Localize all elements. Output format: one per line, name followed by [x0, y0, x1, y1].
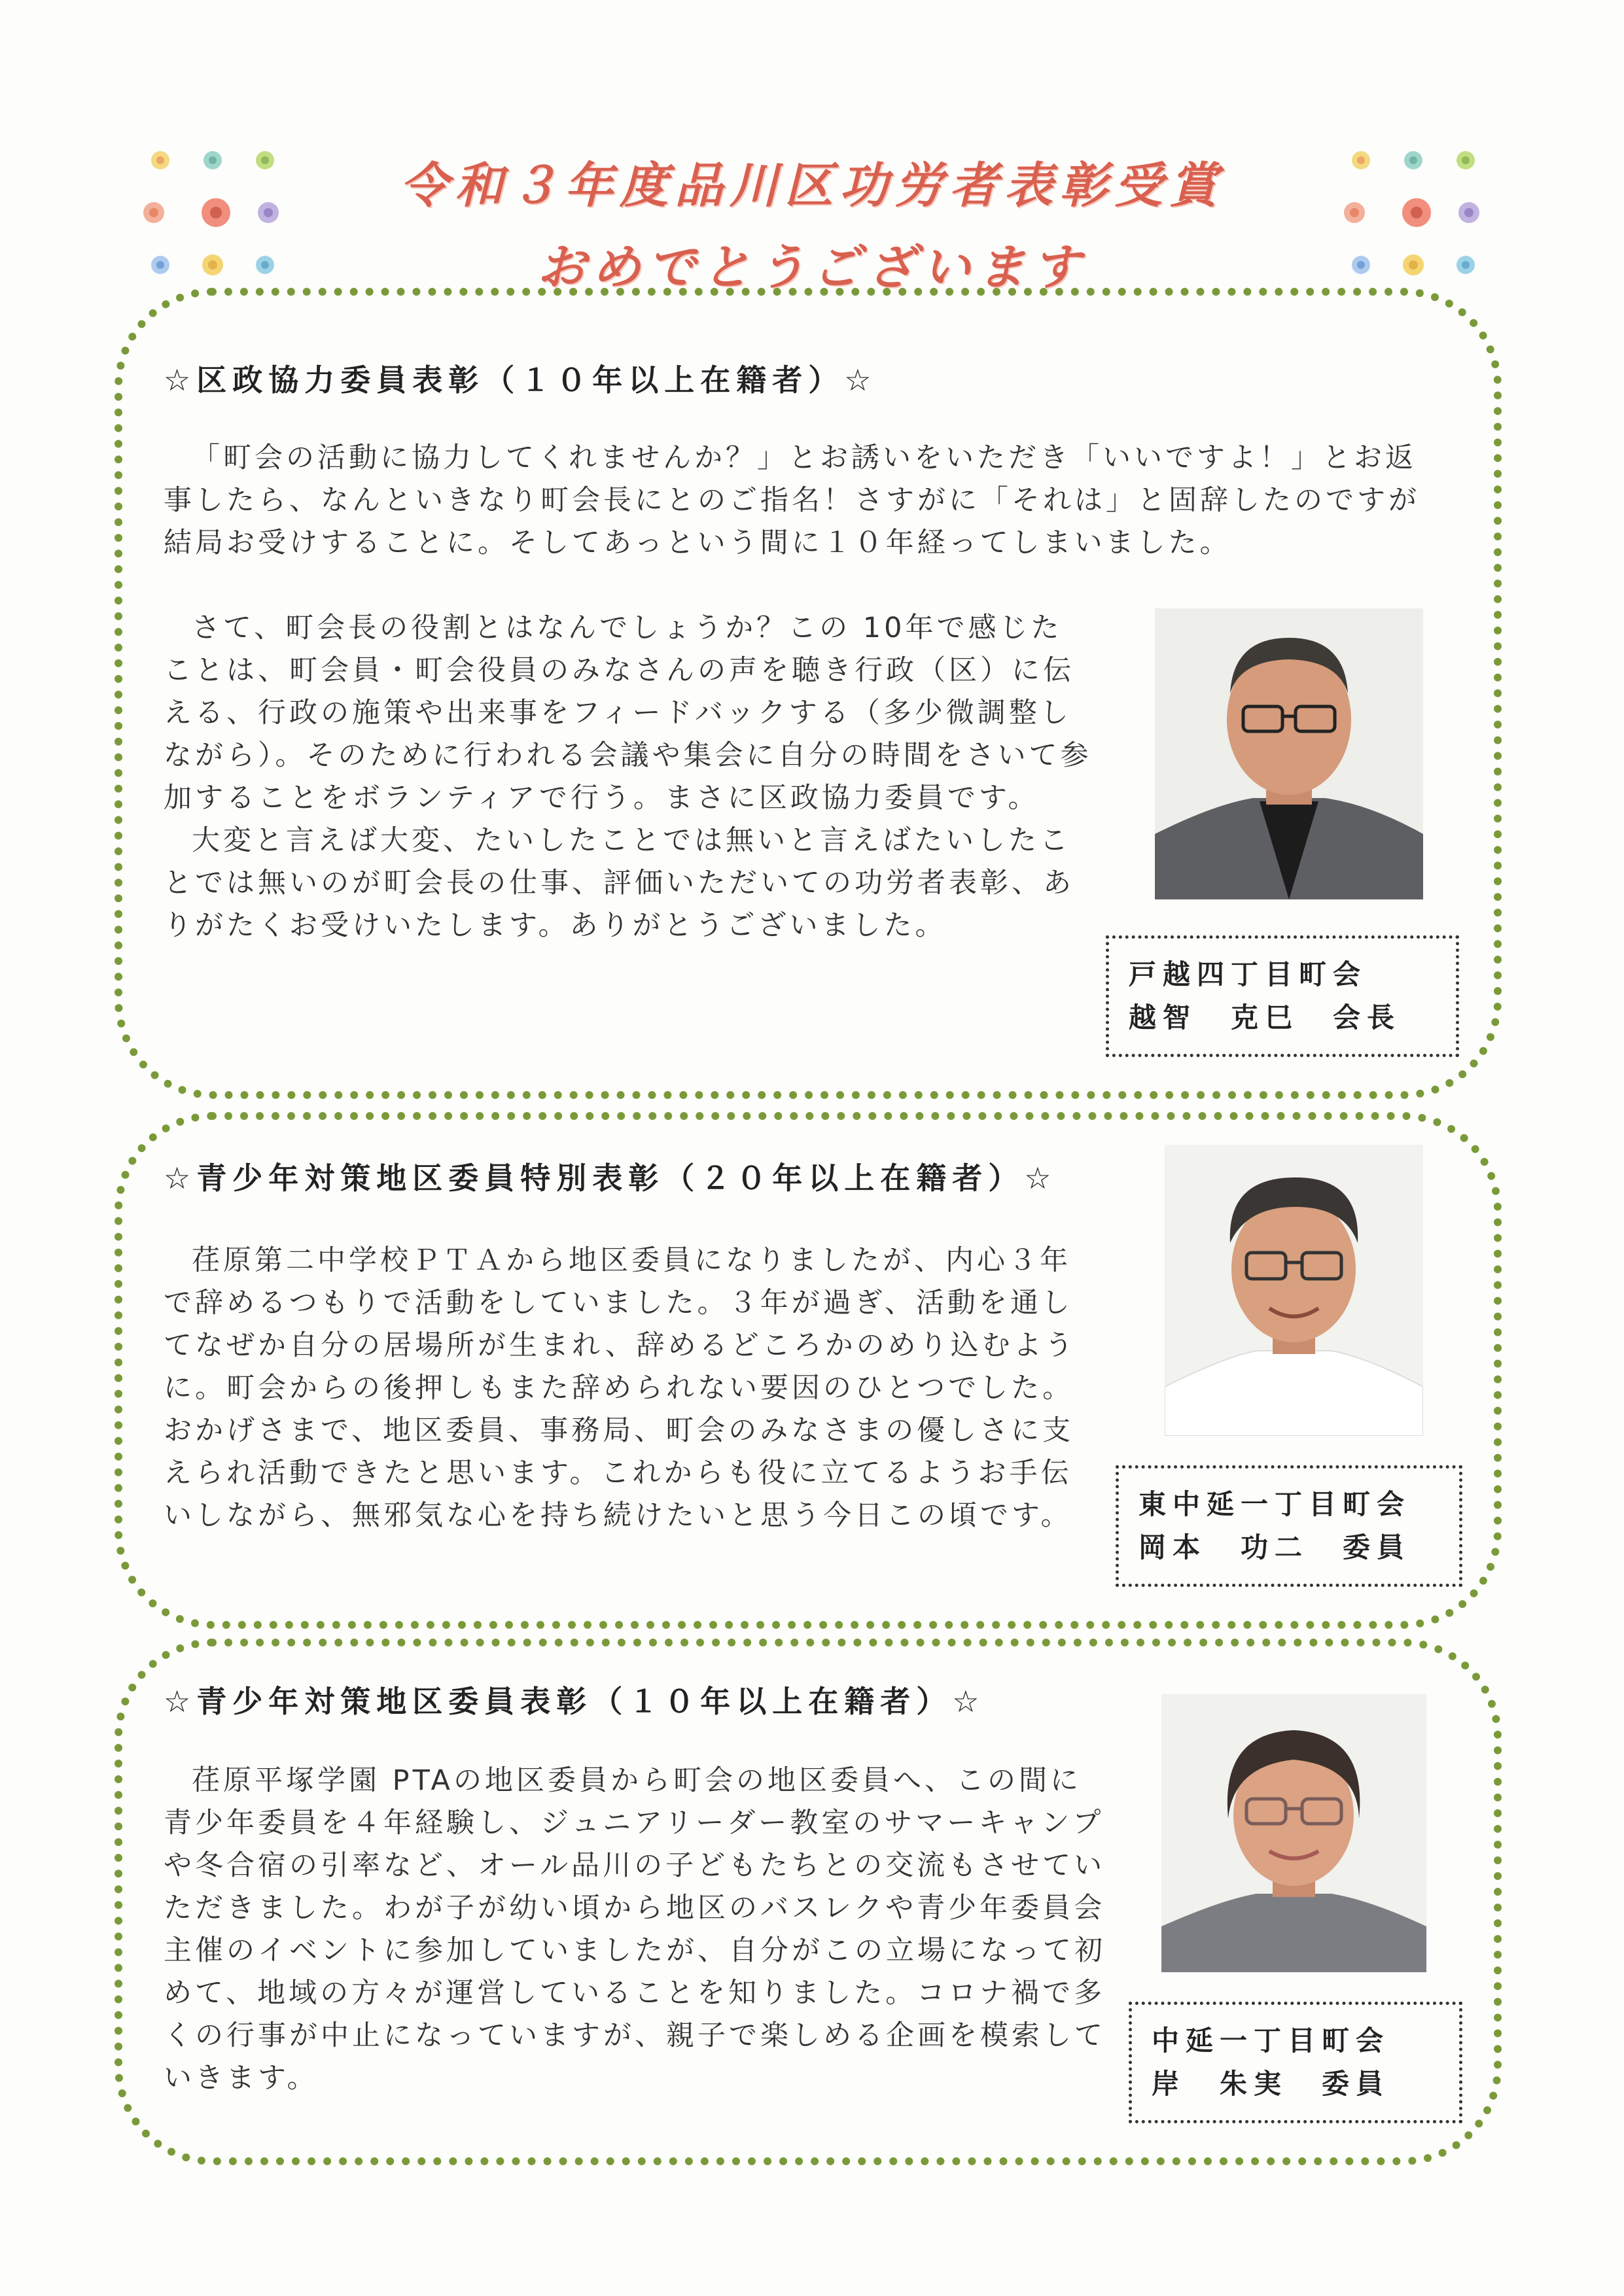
member-name-box — [1129, 2002, 1462, 2123]
member-photo — [1155, 608, 1423, 899]
flower-decoration-left — [134, 141, 291, 285]
section-paragraph: 「町会の活動に協力してくれませんか？」とお誘いをいただき「いいですよ！」とお返事したら、なんといきなり町会長にとのご指名！さすがに「それは」と固辞したのですが結局お受けすることに。そしてあっという間に１０年経ってしまいました。 — [164, 442, 1420, 559]
member-name: 岡本 功二 委員 — [1139, 1531, 1411, 1563]
page-subtitle: おめでとうございます — [537, 239, 1087, 296]
member-photo — [1161, 1694, 1426, 1972]
section-paragraph: 荏原平塚学園 PTAの地区委員から町会の地区委員へ、この間に青少年委員を４年経験し、ジュニアリーダー教室のサマーキャンプや冬合宿の引率など、オール品川の子どもたちとの交流もさせていただきました。わが子が幼い頃から地区のバスレクや青少年委員会主催のイベントに参加していましたが、自分がこの立場になって初めて、地域の方々が運営していることを知りました。コロナ禍で多くの行事が中止になっていますが、親子で楽しめる企画を模索していきます。 — [164, 1764, 1106, 2095]
member-photo — [1165, 1145, 1423, 1436]
section-heading: ☆青少年対策地区委員特別表彰（２０年以上在籍者）☆ — [164, 1160, 1057, 1196]
section-body-left — [164, 607, 1093, 947]
section-body-left — [164, 1240, 1093, 1537]
section-heading: ☆区政協力委員表彰（１０年以上在籍者）☆ — [164, 362, 877, 398]
member-organization: 東中延一丁目町会 — [1139, 1488, 1411, 1520]
member-name-box — [1116, 1465, 1462, 1587]
section-paragraph: 大変と言えば大変、たいしたことでは無いと言えばたいしたことでは無いのが町会長の仕事、評価いただいての功労者表彰、ありがたくお受けいたします。ありがとうございました。 — [164, 824, 1074, 942]
flower-decoration-right — [1335, 141, 1492, 285]
member-organization: 戸越四丁目町会 — [1129, 958, 1368, 990]
section-paragraph: 荏原第二中学校ＰＴＡから地区委員になりましたが、内心３年で辞めるつもりで活動をしていました。３年が過ぎ、活動を通してなぜか自分の居場所が生まれ、辞めるどころかのめり込むように。町会からの後押しもまた辞められない要因のひとつでした。おかげさまで、地区委員、事務局、町会のみなさまの優しさに支えられ活動できたと思います。これからも役に立てるようお手伝いしながら、無邪気な心を持ち続けたいと思う今日この頃です。 — [164, 1244, 1076, 1532]
section-heading: ☆青少年対策地区委員表彰（１０年以上在籍者）☆ — [164, 1684, 985, 1719]
section-paragraph: さて、町会長の役割とはなんでしょうか？この 10年で感じたことは、町会員・町会役員のみなさんの声を聴き行政（区）に伝える、行政の施策や出来事をフィードバックする（多少微調整しながら）。そのために行われる会議や集会に自分の時間をさいて参加することをボランティアで行う。まさに区政協力委員です。 — [164, 612, 1092, 814]
section-body-top — [164, 437, 1439, 565]
member-name: 岸 朱実 委員 — [1152, 2068, 1390, 2100]
member-name-box — [1106, 935, 1459, 1057]
section-body-left — [164, 1760, 1106, 2100]
member-name: 越智 克巳 会長 — [1129, 1001, 1402, 1034]
page-title: 令和３年度品川区功労者表彰受賞 — [400, 158, 1224, 214]
member-organization: 中延一丁目町会 — [1152, 2025, 1390, 2057]
